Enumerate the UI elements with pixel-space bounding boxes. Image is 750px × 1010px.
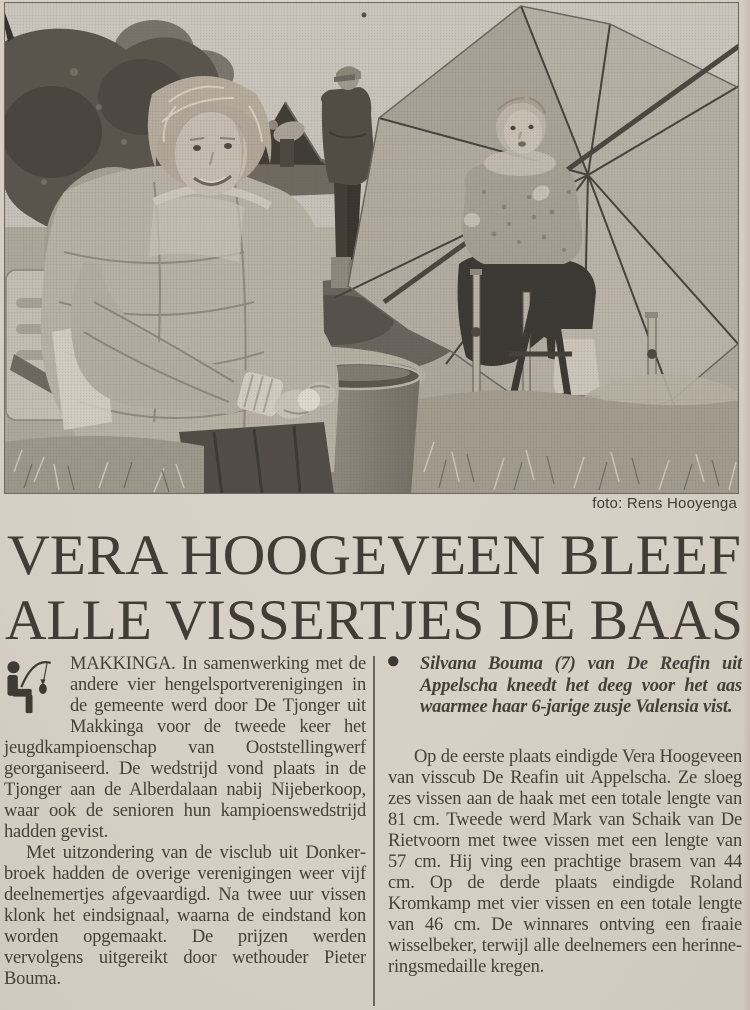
headline-line-1: VERA HOOGEVEEN BLEEF	[7, 524, 741, 587]
left-paragraph-2: Met uitzondering van de visclub uit Donkerbroek hadden de overige verenigingen weer vijf deelnemertjes afgevaardigd. Na twee uur vissen klonk het eindsignaal, waarna de eindstand kon worden opgemaakt. De prijzen werden vervolgens uitgereikt door wethouder Pieter Bouma.	[4, 843, 366, 989]
fisherman-icon	[4, 656, 62, 720]
photo-credit: foto: Rens Hooyenga	[592, 495, 737, 512]
right-paragraph-1: Op de eerste plaats eindigde Vera Hoogeveen van visscub De Reafin uit Appelscha. Ze sloeg zes vissen aan de haak met een totale lengte van 81 cm. Tweede werd Mark van Schaik van De Rietvoorn met twee vissen met een lengte van 57 cm. Hij ving een prachtige brasem van 44 cm. Op de derde plaats eindigde Roland Kromkamp met vier vissen en een totale lengte van 46 cm. De winnares ontving een fraaie wisselbeker, terwijl alle deelnemers een herinneringsmedaille kregen.	[388, 746, 742, 977]
left-paragraph-1	[4, 654, 366, 843]
headline	[3, 518, 747, 650]
left-column	[4, 654, 366, 990]
photo-caption-text: Silvana Bouma (7) van De Reafin uit Appelscha kneedt het deeg voor het aas waarmee haar 6-jarige zusje Valensia vist.	[420, 654, 742, 717]
news-photo	[4, 2, 739, 494]
bullet-icon: ●	[386, 648, 401, 674]
left-paragraph-1-text: MAKKINGA. In samenwerking met de andere vier hengelsportverenigingen in de gemeente werd door De Tjonger uit Makkinga voor de tweede keer het jeugdkampioenschap van Ooststellingwerf georganiseerd. De wedstrijd vond plaats in de Tjonger aan de Alberdalaan nabij Nijeberkoop, waar ook de senioren hun kampioenswedstrijd hadden gevist.	[4, 654, 366, 842]
article-body	[4, 648, 746, 1010]
news-photo-illustration	[4, 2, 739, 494]
photo-caption	[386, 648, 742, 719]
headline-line-2: ALLE VISSERTJES DE BAAS	[5, 589, 743, 650]
right-column	[386, 648, 742, 978]
